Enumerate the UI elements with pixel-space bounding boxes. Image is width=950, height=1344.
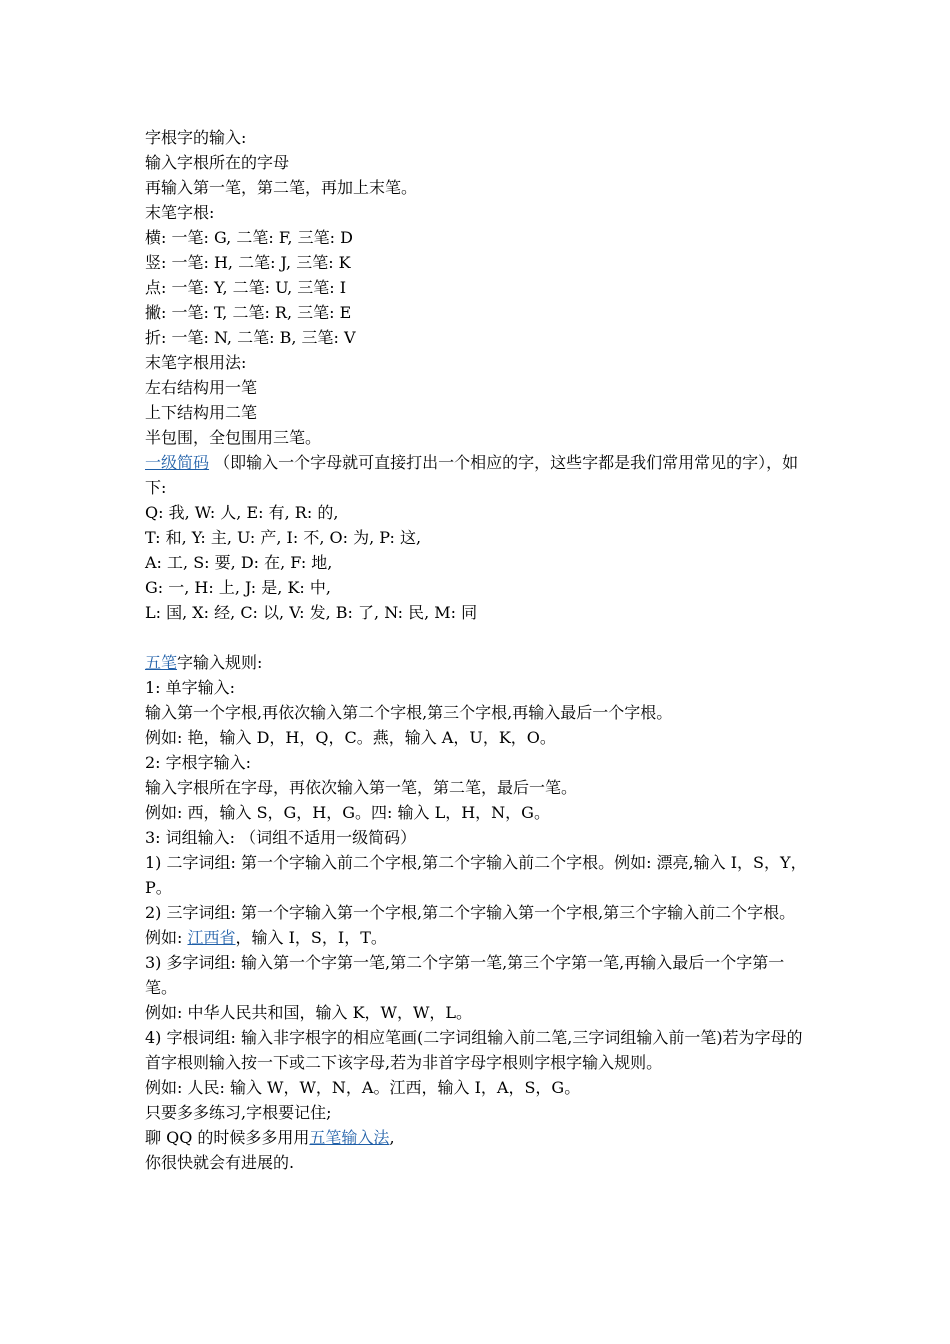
rule-three-char: 2) 三字词组: 第一个字输入第一个字根,第二个字输入第一个字根,第三个字输入前二个字根。	[145, 903, 796, 922]
text-line: 上下结构用二笔	[145, 403, 258, 422]
rule-multi-char: 3) 多字词组: 输入第一个字第一笔,第二个字第一笔,第三个字第一笔,再输入最后一个字第一笔。	[145, 953, 785, 997]
stroke-row-dian: 点: 一笔: Y, 二笔: U, 三笔: I	[145, 278, 347, 297]
rule-heading-phrase: 3: 词组输入: （词组不适用一级简码）	[145, 828, 417, 847]
rule-example	[145, 925, 815, 950]
text-line: 输入字根所在的字母	[145, 153, 290, 172]
text-line: 半包围，全包围用三笔。	[145, 428, 322, 447]
stroke-row-pie: 撇: 一笔: T, 二笔: R, 三笔: E	[145, 303, 352, 322]
closing-line: 只要多多练习,字根要记住;	[145, 1103, 332, 1122]
closing-line	[145, 1125, 815, 1150]
rule-example: 例如: 人民: 输入 W，W，N，A。江西，输入 I，A，S，G。	[145, 1078, 581, 1097]
jiangxisheng-link[interactable]: 江西省	[187, 928, 236, 947]
example-prefix: 例如:	[145, 928, 188, 947]
rule-two-char: 1) 二字词组: 第一个字输入前二个字根,第二个字输入前二个字根。例如: 漂亮,输入 I，S，Y，P。	[145, 853, 807, 897]
text-line: 左右结构用一笔	[145, 378, 258, 397]
document-page	[145, 125, 815, 1175]
section-title-zigen-input: 字根字的输入:	[145, 128, 247, 147]
rule-example: 例如: 艳，输入 D，H，Q，C。燕，输入 A，U，K，O。	[145, 728, 556, 747]
rule-text: 输入字根所在字母，再依次输入第一笔，第二笔，最后一笔。	[145, 778, 578, 797]
rules-title	[145, 650, 815, 675]
rule-heading-zigen: 2: 字根字输入:	[145, 753, 252, 772]
jianma-row: L: 国, X: 经, C: 以, V: 发, B: 了, N: 民, M: 同	[145, 603, 478, 622]
stroke-row-zhe: 折: 一笔: N, 二笔: B, 三笔: V	[145, 328, 356, 347]
rule-example: 例如: 西，输入 S，G，H，G。四: 输入 L，H，N，G。	[145, 803, 550, 822]
rule-example: 例如: 中华人民共和国，输入 K，W，W，L。	[145, 1003, 473, 1022]
rule-heading-single: 1: 单字输入:	[145, 678, 236, 697]
closing-line: 你很快就会有进展的.	[145, 1153, 295, 1172]
jianma-row: Q: 我, W: 人, E: 有, R: 的,	[145, 503, 339, 522]
stroke-row-shu: 竖: 一笔: H, 二笔: J, 三笔: K	[145, 253, 351, 272]
spacer	[145, 625, 815, 650]
example-rest: ，输入 I，S，I，T。	[235, 928, 387, 947]
jianma-link[interactable]: 一级简码	[145, 453, 210, 472]
rule-text: 输入第一个字根,再依次输入第二个字根,第三个字根,再输入最后一个字根。	[145, 703, 673, 722]
stroke-row-heng: 横: 一笔: G, 二笔: F, 三笔: D	[145, 228, 353, 247]
closing-suffix: ,	[389, 1128, 395, 1147]
jianma-row: T: 和, Y: 主, U: 产, I: 不, O: 为, P: 这,	[145, 528, 422, 547]
jianma-row: G: 一, H: 上, J: 是, K: 中,	[145, 578, 331, 597]
closing-prefix: 聊 QQ 的时候多多用用	[145, 1128, 310, 1147]
jianma-row: A: 工, S: 要, D: 在, F: 地,	[145, 553, 333, 572]
section-title-usage: 末笔字根用法:	[145, 353, 247, 372]
jianma-paragraph	[145, 450, 815, 500]
wubi-input-method-link[interactable]: 五笔输入法	[309, 1128, 390, 1147]
wubi-link[interactable]: 五笔	[145, 653, 178, 672]
section-title-mobi: 末笔字根:	[145, 203, 215, 222]
rule-root-phrase: 4) 字根词组: 输入非字根字的相应笔画(二字词组输入前二笔,三字词组输入前一笔)若为字母的首字根则输入按一下或二下该字母,若为非首字母字根则字根字输入规则。	[145, 1028, 803, 1072]
text-line: 再输入第一笔，第二笔，再加上末笔。	[145, 178, 418, 197]
rules-title-text: 字输入规则:	[177, 653, 263, 672]
jianma-description: （即输入一个字母就可直接打出一个相应的字，这些字都是我们常用常见的字），如下:	[145, 453, 799, 497]
